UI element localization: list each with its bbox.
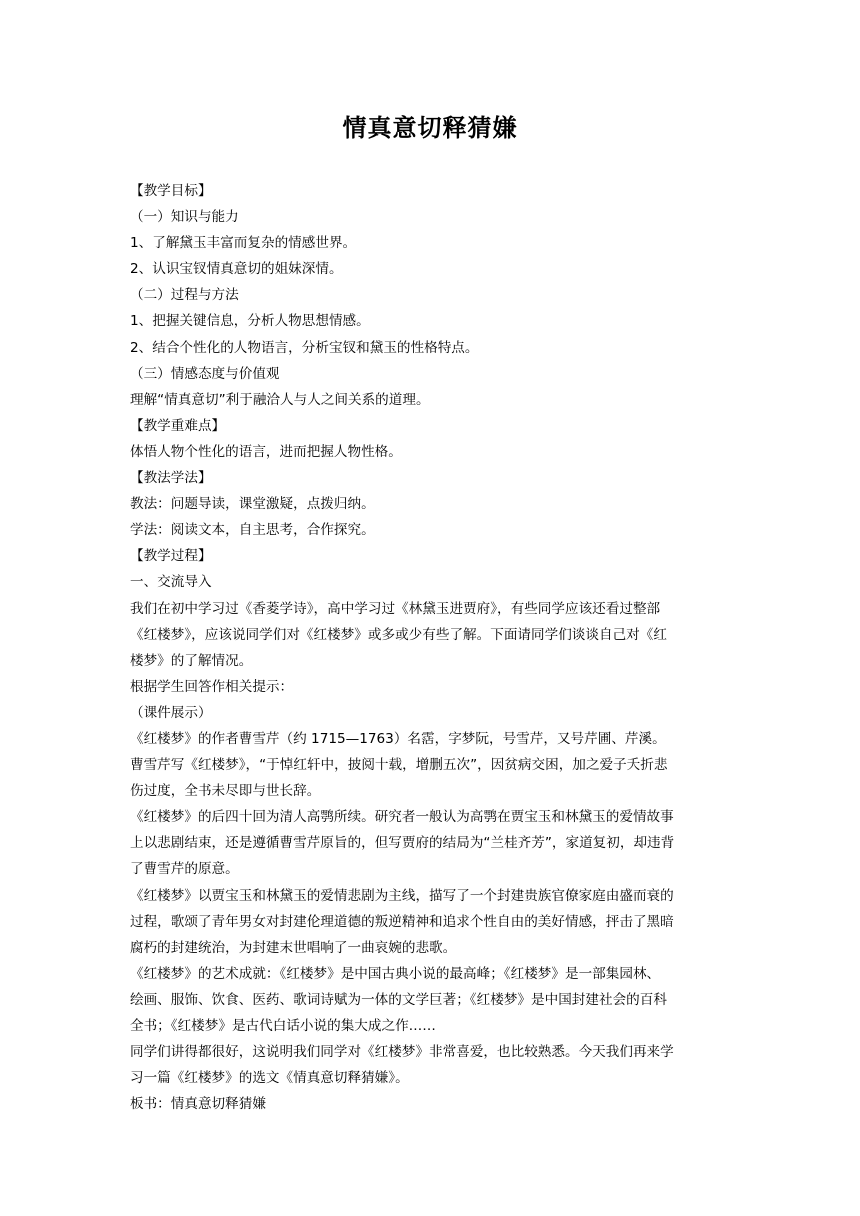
paragraph-line: 我们在初中学习过《香菱学诗》，高中学习过《林黛玉进贾府》，有些同学应该还看过整部 <box>130 600 661 617</box>
paragraph-line: 同学们讲得都很好，这说明我们同学对《红楼梦》非常喜爱，也比较熟悉。今天我们再来学 <box>130 1044 674 1061</box>
paragraph-line: 《红楼梦》，应该说同学们对《红楼梦》或多或少有些了解。下面请同学们谈谈自己对《红 <box>130 626 667 643</box>
blackboard-note: 板书：情真意切释猜嫌 <box>130 1096 266 1113</box>
paragraph-line: 上以悲剧结束，还是遵循曹雪芹原旨的，但写贾府的结局为“兰桂齐芳”，家道复初，却违背 <box>130 835 675 852</box>
paragraph: 学法：阅读文本，自主思考，合作探究。 <box>130 522 375 539</box>
subheading-process: （二）过程与方法 <box>130 287 239 304</box>
document-body <box>130 178 732 1117</box>
subheading-knowledge: （一）知识与能力 <box>130 209 239 226</box>
paragraph-line: 曹雪芹写《红楼梦》，“于悼红轩中，披阅十载，增删五次”，因贫病交困，加之爱子夭折悲 <box>130 757 668 774</box>
paragraph-line: 全书；《红楼梦》是古代白话小说的集大成之作…… <box>130 1018 436 1034</box>
paragraph: 理解“情真意切”利于融洽人与人之间关系的道理。 <box>130 391 430 408</box>
paragraph-line: 《红楼梦》以贾宝玉和林黛玉的爱情悲剧为主线，描写了一个封建贵族官僚家庭由盛而衰的 <box>130 887 674 904</box>
paragraph-line: 绘画、服饰、饮食、医药、歌词诗赋为一体的文学巨著；《红楼梦》是中国封建社会的百科 <box>130 991 667 1008</box>
paragraph-line: 伤过度，全书未尽即与世长辞。 <box>130 783 321 800</box>
paragraph: 《红楼梦》的作者曹雪芹（约 1715—1763）名霑，字梦阮，号雪芹，又号芹圃、芹溪。 <box>130 730 666 747</box>
paragraph: （课件展示） <box>130 704 212 721</box>
subheading-intro: 一、交流导入 <box>130 574 212 591</box>
paragraph-line: 过程，歌颂了青年男女对封建伦理道德的叛逆精神和追求个性自由的美好情感，抨击了黑暗 <box>130 913 674 930</box>
paragraph: 体悟人物个性化的语言，进而把握人物性格。 <box>130 443 402 460</box>
paragraph: 1、了解黛玉丰富而复杂的情感世界。 <box>130 235 357 252</box>
paragraph-line: 了曹雪芹的原意。 <box>130 861 239 878</box>
paragraph: 教法：问题导读，课堂激疑，点拨归纳。 <box>130 496 375 513</box>
section-heading-objectives: 【教学目标】 <box>130 183 212 199</box>
paragraph: 2、认识宝钗情真意切的姐妹深情。 <box>130 261 343 278</box>
section-heading-methods: 【教法学法】 <box>130 470 212 487</box>
subheading-values: （三）情感态度与价值观 <box>130 365 280 382</box>
document-title: 情真意切释猜嫌 <box>342 114 518 142</box>
section-heading-key-points: 【教学重难点】 <box>130 417 226 434</box>
paragraph: 1、把握关键信息，分析人物思想情感。 <box>130 313 370 330</box>
paragraph: 根据学生回答作相关提示： <box>130 678 294 695</box>
paragraph-line: 《红楼梦》的艺术成就：《红楼梦》是中国古典小说的最高峰；《红楼梦》是一部集园林、 <box>130 965 661 982</box>
paragraph-line: 习一篇《红楼梦》的选文《情真意切释猜嫌》。 <box>130 1070 409 1087</box>
paragraph-line: 腐朽的封建统治，为封建末世唱响了一曲哀婉的悲歌。 <box>130 939 457 956</box>
paragraph: 2、结合个性化的人物语言，分析宝钗和黛玉的性格特点。 <box>130 339 479 356</box>
paragraph-line: 《红楼梦》的后四十回为清人高鹗所续。研究者一般认为高鹗在贾宝玉和林黛玉的爱情故事 <box>130 809 674 826</box>
section-heading-process: 【教学过程】 <box>130 548 212 565</box>
paragraph-line: 楼梦》的了解情况。 <box>130 652 253 669</box>
